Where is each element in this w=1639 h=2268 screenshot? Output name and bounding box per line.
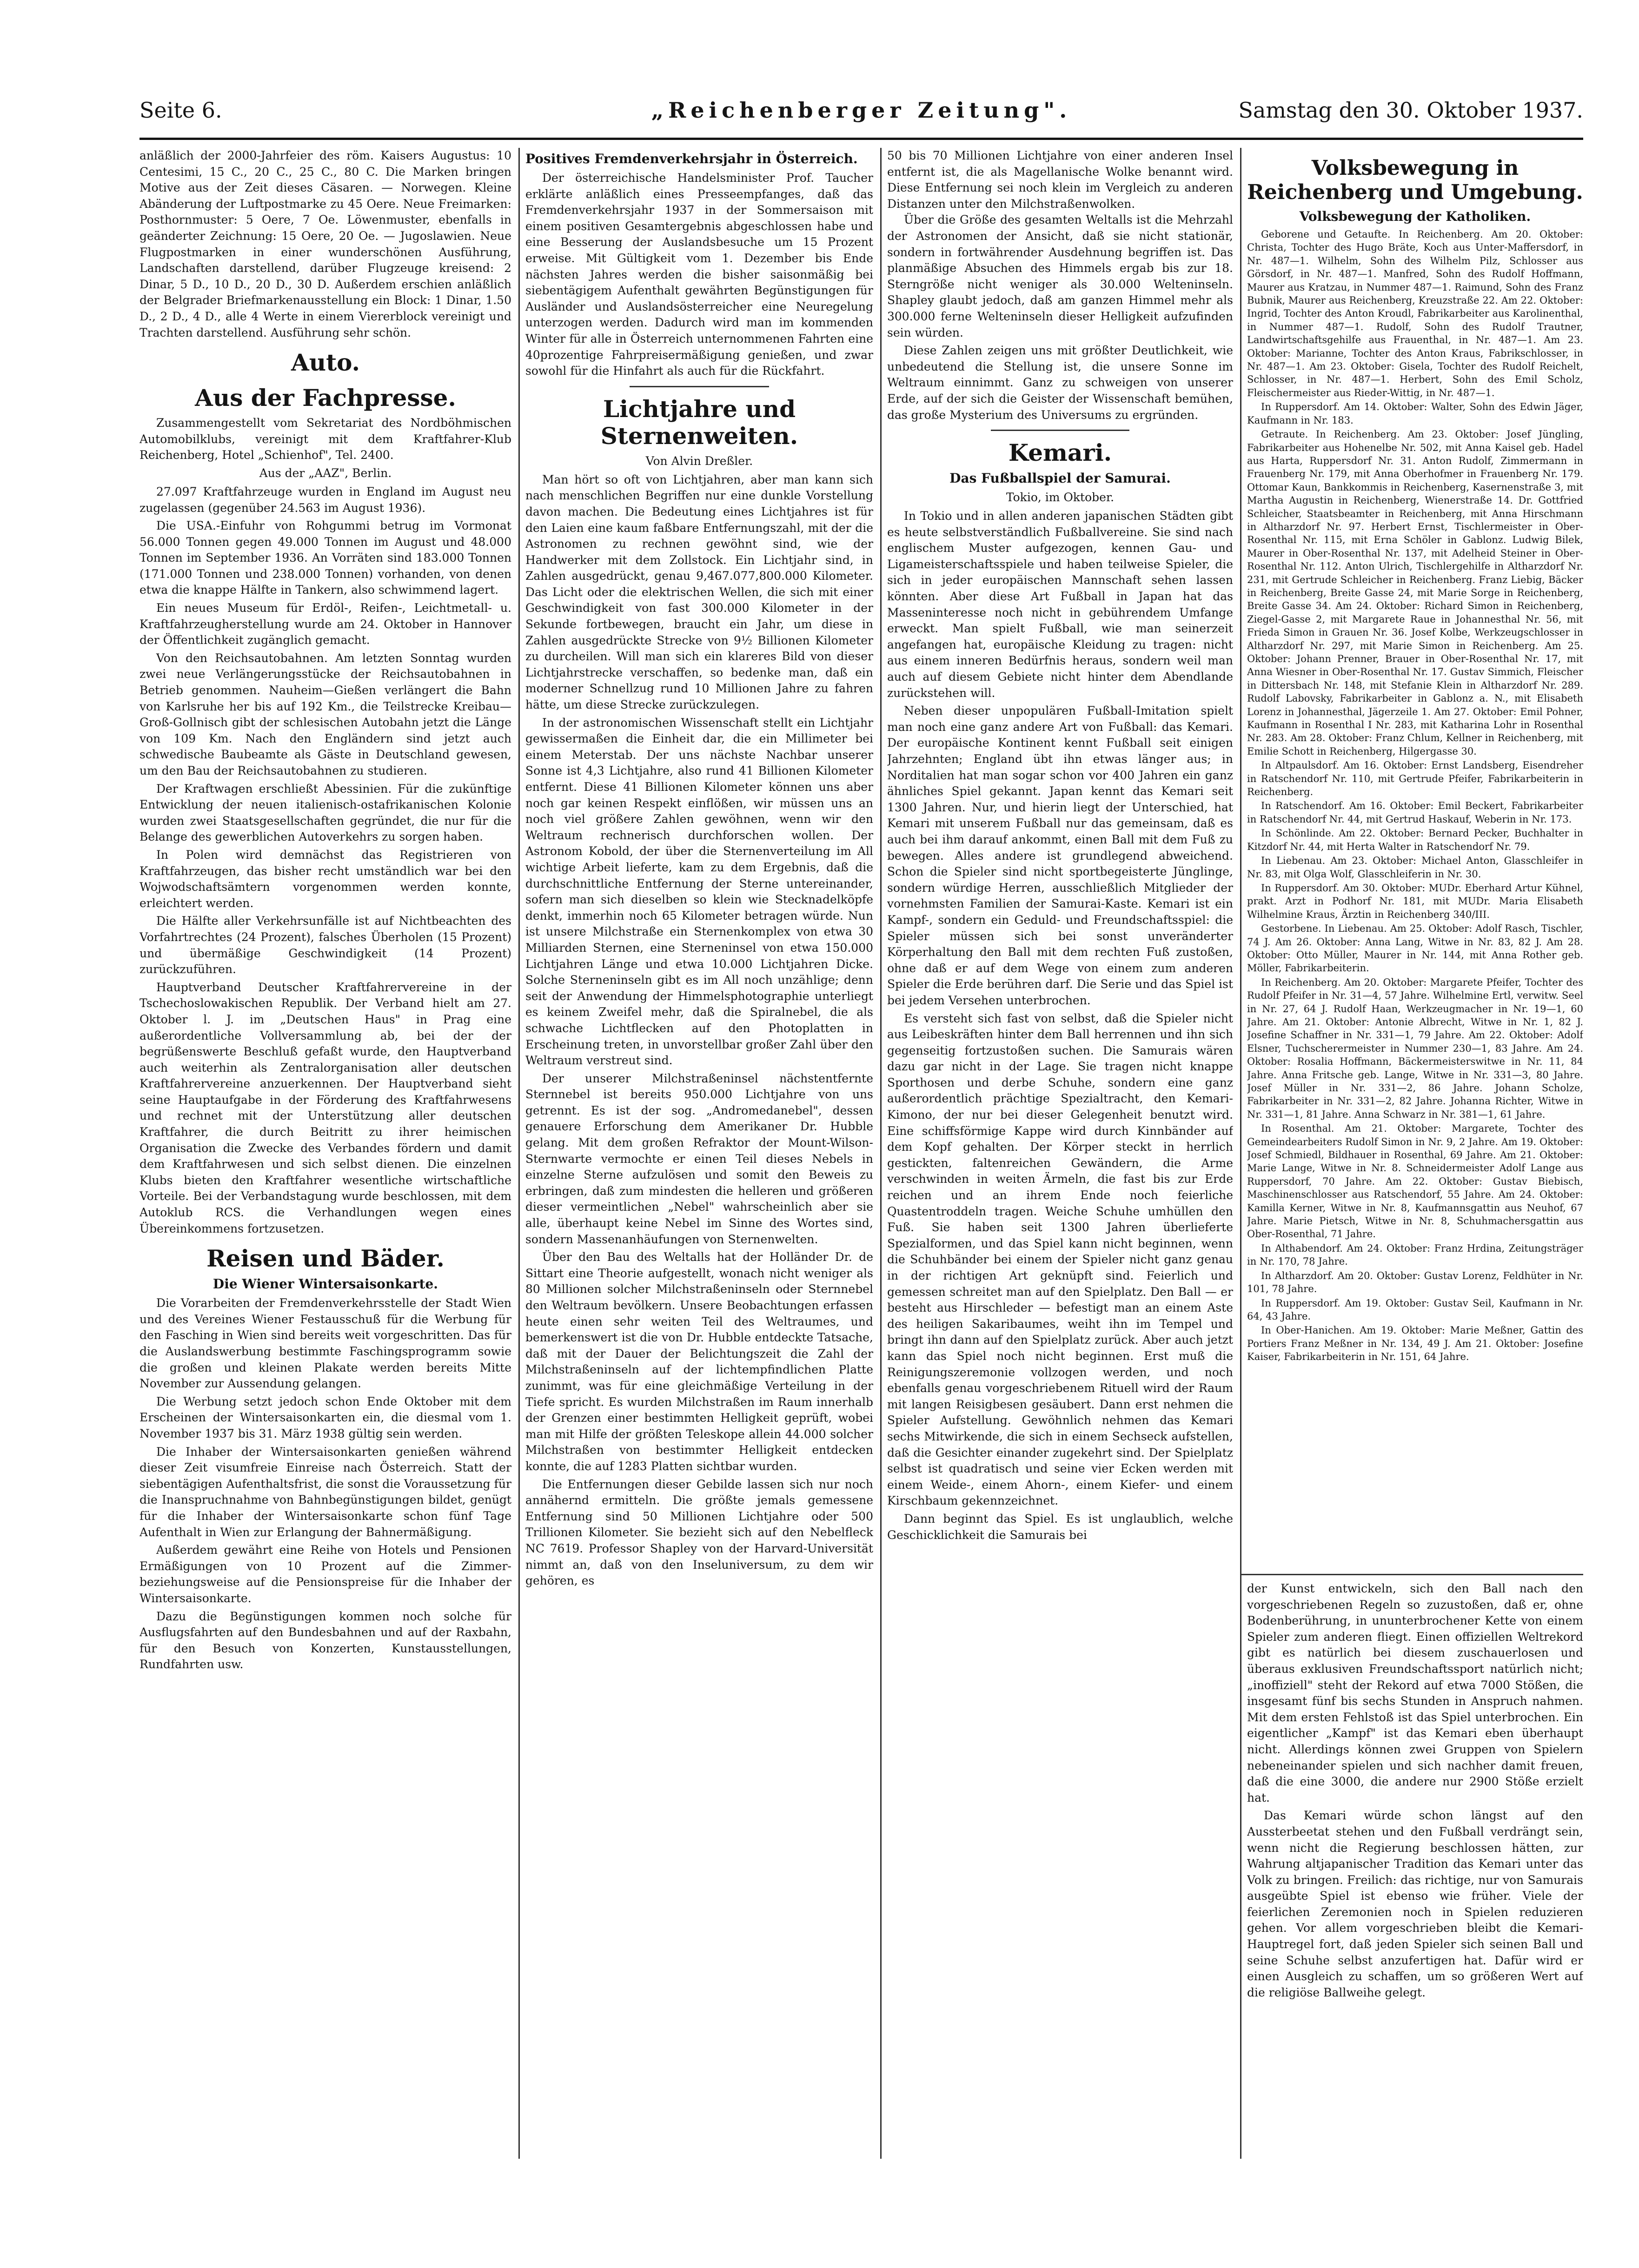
article-paragraph: Über den Bau des Weltalls hat der Holländer Dr. de Sittart eine Theorie aufgestellt, wonach nicht weniger als 80 Millionen solcher Milchstraßeninseln oder Sternnebel den Weltraum bevölkern. Unsere Beobachtungen erfassen heute einen sehr weiten Teil des Weltraumes, und bemerkenswert ist die von Dr. Hubble entdeckte Tatsache, daß mit der Dauer der Belichtungszeit die Zahl der Milchstraßeninseln auf der lichtempfindlichen Platte zunimmt, was für eine gleichmäßige Verteilung in der Tiefe spricht. Es wurden Milchstraßen im Raum innerhalb der Grenzen einer bestimmten Helligkeit geprüft, wobei man mit Hilfe der größten Teleskope allein 44.000 solcher Milchstraßen von bestimmter Helligkeit entdecken konnte, die auf 1283 Platten sichtbar wurden.	[525, 1250, 873, 1473]
column-2	[525, 148, 873, 2159]
travel-subtitle: Die Wiener Wintersaisonkarte.	[212, 1276, 438, 1292]
registry-entry: In Rosenthal. Am 21. Oktober: Margarete, Tochter des Gemeindearbeiters Rudolf Simon in Nr. 9, 2 Jahre. Am 19. Oktober: Josef Schmiedl, Bildhauer in Rosenthal, 69 Jahre. Am 21. Oktober: Marie Lange, Witwe in Nr. 8. Schneidermeister Adolf Lange aus Ruppersdorf, 70 Jahre. Am 22. Oktober: Gustav Biebisch, Maschinenschlosser aus Ratschendorf, 55 Jahre. Am 24. Oktober: Kamilla Kerner, Witwe in Nr. 8, Kaufmannsgattin aus Neuhof, 67 Jahre. Marie Pietsch, Witwe in Nr. 8, Schuhmachersgattin aus Ober-Rosenthal, 71 Jahre.	[1247, 1123, 1583, 1240]
registry-entry: In Ober-Hanichen. Am 19. Oktober: Marie Meßner, Gattin des Portiers Franz Meßner in Nr. 134, 49 J. Am 21. Oktober: Josefine Kaiser, Fabrikarbeiterin in Nr. 151, 64 Jahre.	[1247, 1325, 1583, 1363]
press-source: Aus der „AAZ", Berlin.	[259, 466, 392, 480]
article-paragraph: Hauptverband Deutscher Kraftfahrervereine in der Tschechoslowakischen Republik. Der Verband hielt am 27. Oktober l. J. im „Deutschen Haus" in Prag eine außerordentliche Vollversammlung ab, bei der der begrüßenswerte Beschluß gefaßt wurde, den Hauptverband auch weiterhin als Zentralorganisation aller deutschen Kraftfahrervereine anzuerkennen. Der Hauptverband sieht seine Hauptaufgabe in der Förderung des Kraftfahrwesens und rechnet mit der Unterstützung aller deutschen Kraftfahrer, die durch Beitritt zu ihrer heimischen Organisation die Zwecke des Verbandes fördern und damit dem Kraftfahrwesen und sich selbst dienen. Die einzelnen Klubs bieten den Kraftfahrer wesentliche wirtschaftliche Vorteile. Bei der Verbandstagung wurde beschlossen, mit dem Autoklub RCS. die Verhandlungen wegen eines Übereinkommens fortzusetzen.	[139, 980, 511, 1235]
article-paragraph: Diese Zahlen zeigen uns mit größter Deutlichkeit, wie unbedeutend die Stellung ist, die unsere Sonne im Weltraum einnimmt. Ganz zu schweigen von unserer Erde, auf der sich die Geister der Wissenschaft bemühen, das große Mysterium des Universums zu ergründen.	[887, 344, 1233, 422]
article-paragraph: Man hört so oft von Lichtjahren, aber man kann sich nach menschlichen Begriffen nur eine dunkle Vorstellung davon machen. Die Bedeutung eines Lichtjahres ist für den Laien eine kaum faßbare Entfernungszahl, mit der die Astronomen zu rechnen gewöhnt sind, wie der Handwerker mit dem Zollstock. Ein Lichtjahr sind, in Zahlen ausgedrückt, genau 9,467.077,800.000 Kilometer. Das Licht oder die elektrischen Wellen, die sich mit einer Geschwindigkeit von fast 300.000 Kilometer in der Sekunde fortbewegen, braucht ein Jahr, um diese in Zahlen ausgedrückte Strecke von 9½ Billionen Kilometer zu durcheilen. Will man sich ein klareres Bild von dieser Lichtjahrstrecke verschaffen, so bedenke man, daß ein moderner Schnellzug rund 10 Millionen Jahre zu fahren hätte, um diese Strecke zurückzulegen.	[525, 472, 873, 712]
registry-entry: Geborene und Getaufte. In Reichenberg. Am 20. Oktober: Christa, Tochter des Hugo Bräte, Koch aus Unter-Maffersdorf, in Nr. 487—1. Wilhelm, Sohn des Wilhelm Pilz, Schlosser aus Görsdorf, in Nr. 487—1. Manfred, Sohn des Rudolf Hoffmann, Maurer aus Kratzau, in Nummer 487—1. Raimund, Sohn des Franz Bubnik, Maurer aus Reichenberg, Kreuzstraße 22. Am 22. Oktober: Ingrid, Tochter des Anton Kroudl, Fabrikarbeiter aus Karolinenthal, in Nummer 487—1. Rudolf, Sohn des Rudolf Trautner, Landwirtschaftsgehilfe aus Frauenthal, in Nr. 487—1. Am 23. Oktober: Marianne, Tochter des Anton Kraus, Fabrikschlosser, in Nr. 487—1. Am 23. Oktober: Gisela, Tochter des Rudolf Reichelt, Schlosser, in Nr. 487—1. Herbert, Sohn des Emil Scholz, Fleischermeister aus Rieder-Wittig, in Nr. 487—1.	[1247, 229, 1583, 398]
stamps-text: anläßlich der 2000-Jahrfeier des röm. Kaisers Augustus: 10 Centesimi, 15 C., 20 C., 25 C., 80 C. Die Marken bringen Motive aus der Zeit dieses Cäsaren. — Norwegen. Kleine Abänderung der Luftpostmarke zu 45 Oere. Neue Freimarken: Posthornmuster: 5 Oere, 7 Oe. Löwenmuster, ebenfalls in geänderter Zeichnung: 15 Oere, 20 Oe. — Jugoslawien. Neue Flugpostmarken in einer wunderschönen Ausführung, Landschaften darstellend, darüber Flugzeuge kreisend: 2 Dinar, 5 D., 10 D., 20 D., 30 D. Außerdem erschien anläßlich der Belgrader Briefmarkenausstellung ein Block: 1 Dinar, 1.50 D., 2 D., 4 D., alle 4 Werte in einem Viererblock vereinigt und Trachten darstellend. Ausführung sehr schön.	[139, 149, 511, 339]
registry-subtitle: Volksbewegung der Katholiken.	[1299, 209, 1531, 224]
column-4-registry	[1247, 148, 1583, 1571]
article-paragraph: Dann beginnt das Spiel. Es ist unglaublich, welche Geschicklichkeit die Samurais bei	[887, 1512, 1233, 1542]
page-number: Seite 6.	[139, 98, 222, 123]
article-paragraph: Von den Reichsautobahnen. Am letzten Sonntag wurden zwei neue Verlängerungsstücke der Reichsautobahnen in Betrieb genommen. Nauheim—Gießen verlängert die Bahn von Karlsruhe her bis auf 192 Km., die Teilstrecke Kreibau—Groß-Gollnisch gibt der schlesischen Autobahn jetzt die Länge von 109 Km. Nach den Engländern sind jetzt auch schwedische Baubeamte als Gäste in Deutschland gewesen, um den Bau der Reichsautobahnen zu studieren.	[139, 651, 511, 777]
article-paragraph: Über die Größe des gesamten Weltalls ist die Mehrzahl der Astronomen der Ansicht, daß sie nicht stationär, sondern in fortwährender Ausdehnung begriffen ist. Das planmäßige Absuchen des Himmels ergab bis zur 18. Sterngröße nicht weniger als 30.000 Welteninseln. Shapley glaubt jedoch, daß am ganzen Himmel mehr als 300.000 ferne Welteninseln dieser Helligkeit aufzufinden sein würden.	[887, 213, 1233, 339]
registry-entry: In Althabendorf. Am 24. Oktober: Franz Hrdina, Zeitungsträger in Nr. 170, 78 Jahre.	[1247, 1242, 1583, 1267]
header-rule	[139, 138, 1583, 140]
article-paragraph: In Tokio und in allen anderen japanischen Städten gibt es heute selbstverständlich Fußballvereine. Sie sind nach englischem Muster aufgezogen, kennen Gau- und Ligameisterschaftsspiele und haben teilweise Spieler, die sich in jeder europäischen Mannschaft sehen lassen könnten. Aber diese Art Fußball in Japan hat das Masseninteresse noch nicht in gebührendem Umfange erweckt. Man spielt Fußball, wie man seinerzeit angefangen hat, europäische Kleidung zu tragen: nicht aus einem inneren Bedürfnis heraus, sondern weil man auch auf diesem Gebiete nicht hinter dem Abendlande zurückstehen will.	[887, 509, 1233, 700]
registry-entry: In Altpaulsdorf. Am 16. Oktober: Ernst Landsberg, Eisendreher in Ratschendorf Nr. 110, mit Gertrude Pfeifer, Fabrikarbeiterin in Reichenberg.	[1247, 760, 1583, 798]
article-author: Von Alvin Dreßler.	[645, 454, 753, 468]
article-paragraph: Der österreichische Handelsminister Prof. Taucher erklärte anläßlich eines Presseempfanges, daß das Fremdenverkehrsjahr 1937 in der Sommersaison mit einem positiven Gesamtergebnis abgeschlossen habe und eine Besserung der Auslandsbesuche um 15 Prozent erweise. Mit Gültigkeit vom 1. Dezember bis Ende nächsten Jahres werden die bisher saisonmäßig bei siebentägigem Aufenthalt gewährten Begünstigungen für Ausländer und Auslandsösterreicher eine Neuregelung unterzogen werden. Dadurch wird man im kommenden Winter für alle in Österreich unternommenen Fahrten eine 40prozentige Fahrpreisermäßigung genießen, und zwar sowohl für die Hinfahrt als auch für die Rückfahrt.	[525, 171, 873, 378]
press-intro: Zusammengestellt vom Sekretariat des Nordböhmischen Automobilklubs, vereinigt mit dem Kraftfahrer-Klub Reichenberg, Hotel „Schienhof", Tel. 2400.	[139, 416, 511, 462]
article-paragraph: Die Entfernungen dieser Gebilde lassen sich nur noch annähernd ermitteln. Die größte jemals gemessene Entfernung sind 50 Millionen Lichtjahre oder 500 Trillionen Kilometer. Sie bezieht sich auf den Nebelfleck NC 7619. Professor Shapley von der Harvard-Universität nimmt an, daß von den Inseluniversum, zu dem wir gehören, es	[525, 1477, 873, 1588]
registry-entry: In Ruppersdorf. Am 14. Oktober: Walter, Sohn des Edwin Jäger, Kaufmann in Nr. 183.	[1247, 401, 1583, 426]
article-paragraph: In der astronomischen Wissenschaft stellt ein Lichtjahr gewissermaßen die Einheit dar, die ein Millimeter bei einem Meterstab. Der uns nächste Nachbar unserer Sonne ist 4,3 Lichtjahre, also rund 41 Billionen Kilometer entfernt. Diese 41 Billionen Kilometer können uns aber noch gar keinen Respekt einflößen, wir müssen uns an noch viel größere Zahlen gewöhnen, wenn wir den Weltraum rechnerisch durchforschen wollen. Der Astronom Kobold, der über die Sternenverteilung im All wichtige Arbeit lieferte, kam zu dem Ergebnis, daß die durchschnittliche Entfernung der Sterne untereinander, sofern man sich dieselben so klein wie Stecknadelköpfe denkt, immerhin noch 65 Kilometer betragen würde. Nun ist unsere Milchstraße ein Sternenkomplex von etwa 30 Milliarden Sternen, eine Sterneninsel von etwa 150.000 Lichtjahren Länge und etwa 10.000 Lichtjahren Dicke. Solche Sterneninseln gibt es im All noch unzählige; denn seit der Anwendung der Himmelsphotographie unterliegt es keinem Zweifel mehr, daß die Spiralnebel, die als schwache Lichtflecken auf den Photoplatten in Erscheinung treten, in unvorstellbar großer Zahl über den Weltraum verstreut sind.	[525, 716, 873, 1068]
column-divider-2	[880, 148, 882, 2159]
article-paragraph: Die USA.-Einfuhr von Rohgummi betrug im Vormonat 56.000 Tonnen gegen 49.000 Tonnen im August und 48.000 Tonnen im September 1936. An Vorräten sind 183.000 Tonnen (171.000 Tonnen und 238.000 Tonnen) vorhanden, von denen etwa die knappe Hälfte in Tankern, also schwimmend lagert.	[139, 519, 511, 597]
press-section-title: Aus der Fachpresse.	[195, 384, 456, 412]
article-paragraph: Die Hälfte aller Verkehrsunfälle ist auf Nichtbeachten des Vorfahrtrechtes (24 Prozent), falsches Überholen (15 Prozent) und übermäßige Geschwindigkeit (14 Prozent) zurückzuführen.	[139, 914, 511, 976]
article-paragraph: Der Kraftwagen erschließt Abessinien. Für die zukünftige Entwicklung der neuen italienisch-ostafrikanischen Kolonie wurden zwei Staatsgesellschaften gegründet, die nur für die Belange des gewerblichen Autoverkehrs zu sorgen haben.	[139, 782, 511, 844]
separator	[991, 430, 1129, 431]
article-paragraph: Das Kemari würde schon längst auf den Aussterbeetat stehen und den Fußball verdrängt sein, wenn nicht die Regierung beschlossen hätten, zur Wahrung altjapanischer Tradition das Kemari unter das Volk zu bringen. Freilich: das richtige, nur von Samurais ausgeübte Spiel ist ebenso wie früher. Viele der feierlichen Zeremonien noch in Spielen reduzieren gehen. Vor allem vorgeschrieben bleibt die Kemari-Hauptregel fort, daß jeden Spieler sich seinen Ball und seine Schuhe selbst anzufertigen hat. Dafür wird er einen Ausgleich zu schaffen, um so größeren Wert auf die religiöse Ballweihe gelegt.	[1247, 1809, 1583, 1999]
article-paragraph: Es versteht sich fast von selbst, daß die Spieler nicht aus Leibeskräften hinter dem Ball herrennen und ihn sich gegenseitig fortzustoßen suchen. Die Samurais wären dazu gar nicht in der Lage. Sie tragen nicht knappe Sporthosen und derbe Schuhe, sondern eine ganz außerordentlich prächtige Spezialtracht, den Kemari-Kimono, der nur bei dieser Gelegenheit benutzt wird. Eine schiffsförmige Kappe wird durch Kinnbänder auf dem Kopf gehalten. Der Körper steckt in herrlich gestickten, faltenreichen Gewändern, die Arme verschwinden in weiten Ärmeln, die fast bis zur Erde reichen und an ihrem Ende noch feierliche Quastentroddeln tragen. Weiche Schuhe umhüllen den Fuß. Sie haben seit 1300 Jahren überlieferte Spezialformen, und das Spiel kann nicht beginnen, wenn die Schuhbänder bei einem der Spieler nicht ganz genau in der richtigen Art geknüpft sind. Feierlich und gemessen schreitet man auf den Spielplatz. Den Ball — er besteht aus Hirschleder — befestigt man an einem Aste des heiligen Sakaribaumes, weiht ihn im Tempel und bringt ihn dann auf den Spielplatz zurück. Aber auch jetzt kann das Spiel noch nicht beginnen. Erst muß die Reinigungszeremonie vollzogen werden, und noch ebenfalls genau vorgeschriebenem Rituell wird der Raum mit langen Reisigbesen gesäubert. Dann erst nehmen die Spieler Aufstellung. Gewöhnlich nehmen das Kemari sechs Mitwirkende, die sich in einem Sechseck aufstellen, daß die Gesichter einander zugekehrt sind. Der Spielplatz selbst ist quadratisch und seine vier Ecken werden mit einem Weide-, einem Ahorn-, einem Kiefer- und einem Kirschbaum gekennzeichnet.	[887, 1011, 1233, 1508]
kemari-title: Kemari.	[1008, 439, 1112, 467]
auto-section-title: Auto.	[291, 349, 360, 377]
tourism-heading: Positives Fremdenverkehrsjahr in Österreich.	[525, 151, 858, 166]
article-paragraph: der Kunst entwickeln, sich den Ball nach den vorgeschriebenen Regeln so zuzustoßen, daß er, ohne Bodenberührung, in ununterbrochener Kette von einem Spieler zum anderen fliegt. Einen offiziellen Weltrekord gibt es natürlich bei diesem zuschauerlosen und überaus exklusiven Freundschaftssport natürlich nicht; „inoffiziell" steht der Rekord auf etwa 7000 Stößen, die insgesamt fünf bis sechs Stunden in Anspruch nahmen. Mit dem ersten Fehlstoß ist das Spiel unterbrochen. Ein eigentlicher „Kampf" ist das Kemari eben überhaupt nicht. Allerdings können zwei Gruppen von Spielern nebeneinander spielen und sich nachher damit freuen, daß die eine 3000, die andere nur 2900 Stöße erzielt hat.	[1247, 1582, 1583, 1804]
newspaper-title: „Reichenberger Zeitung".	[651, 98, 1072, 123]
column-3	[887, 148, 1233, 2159]
registry-title: Volksbewegung in Reichenberg und Umgebung.	[1247, 156, 1583, 204]
article-paragraph: Ein neues Museum für Erdöl-, Reifen-, Leichtmetall- u. Kraftfahrzeugherstellung wurde am 24. Oktober in Hannover der Öffentlichkeit zugänglich gemacht.	[139, 601, 511, 647]
article-paragraph: Außerdem gewährt eine Reihe von Hotels und Pensionen Ermäßigungen von 10 Prozent auf die Zimmer- beziehungsweise auf die Pensionspreise für die Inhaber der Wintersaisonkarte.	[139, 1543, 511, 1605]
page-header	[139, 98, 1583, 130]
registry-entry: In Ruppersdorf. Am 19. Oktober: Gustav Seil, Kaufmann in Nr. 64, 43 Jahre.	[1247, 1297, 1583, 1322]
article-paragraph: Neben dieser unpopulären Fußball-Imitation spielt man noch eine ganz andere Art von Fußball: das Kemari. Der europäische Kontinent kennt Fußball seit einigen Jahrzehnten; England übt ihn etwas länger aus; in Norditalien hat man sogar schon vor 400 Jahren ein ganz ähnliches Spiel gekannt. Japan kennt das Kemari seit 1300 Jahren. Nur, und hierin liegt der Unterschied, hat Kemari mit unserem Fußball nur das gemeinsam, daß es auch bei ihm darauf ankommt, einen Ball mit dem Fuß zu bewegen. Alles andere ist grundlegend abweichend. Schon die Spieler sind nicht sportbegeisterte Jünglinge, sondern würdige Herren, ausschließlich Mitglieder der vornehmsten Familien der Samurai-Kaste. Kemari ist ein Kampf-, sondern ein Geduld- und Freundschaftsspiel: die Spieler müssen sich bei sonst unveränderter Körperhaltung den Ball mit dem rechten Fuß zustoßen, ohne daß er auf dem Wege von einem zum anderen Spieler die Erde berühren darf. Die Serie und das Spiel ist bei jedem Versehen unterbrochen.	[887, 704, 1233, 1007]
column-divider-1	[518, 148, 520, 2159]
article-dateline: Tokio, im Oktober.	[1006, 491, 1115, 504]
column-4-kemari-continuation	[1247, 1581, 1583, 2157]
column-1	[139, 148, 511, 2159]
separator	[630, 386, 769, 387]
article-paragraph: Dazu die Begünstigungen kommen noch solche für Ausflugsfahrten auf den Bundesbahnen und auf der Raxbahn, für den Besuch von Konzerten, Kunstausstellungen, Rundfahrten usw.	[139, 1609, 511, 1671]
article-paragraph: Die Inhaber der Wintersaisonkarten genießen während dieser Zeit visumfreie Einreise nach Österreich. Statt der siebentägigen Aufenthaltsfrist, die sonst die Voraussetzung für die Inanspruchnahme von Bahnbegünstigungen bildet, genügt für die Inhaber der Wintersaisonkarte schon fünf Tage Aufenthalt in Wien zur Erlangung der Bahnermäßigung.	[139, 1445, 511, 1539]
registry-entry: In Reichenberg. Am 20. Oktober: Margarete Pfeifer, Tochter des Rudolf Pfeifer in Nr. 31—4, 57 Jahre. Wilhelmine Ertl, verwitw. Seel in Nr. 27, 64 J. Rudolf Haan, Werkzeugmacher in Nr. 19—1, 60 Jahre. Am 21. Oktober: Antonie Albrecht, Witwe in Nr. 1, 82 J. Josefine Schaffner in Nr. 331—1, 79 Jahre. Am 22. Oktober: Adolf Elsner, Tuchscherermeister in Nummer 230—1, 83 Jahre. Am 24. Oktober: Rosalia Hoffmann, Bäckermeisterswitwe in Nr. 11, 84 Jahre. Anna Fritsche geb. Lange, Witwe in Nr. 331—3, 80 Jahre. Josef Müller in Nr. 331—2, 86 Jahre. Johann Scholze, Fabrikarbeiter in Nr. 331—2, 82 Jahre. Johanna Richter, Witwe in Nr. 331—1, 81 Jahre. Anna Schwarz in Nr. 381—1, 61 Jahre.	[1247, 976, 1583, 1120]
article-paragraph: 27.097 Kraftfahrzeuge wurden in England im August neu zugelassen (gegenüber 24.563 im August 1936).	[139, 484, 511, 515]
column-divider-3	[1240, 148, 1241, 2159]
kemari-subtitle: Das Fußballspiel der Samurai.	[949, 471, 1171, 486]
registry-entry: In Schönlinde. Am 22. Oktober: Bernard Pecker, Buchhalter in Kitzdorf Nr. 44, mit Herta Walter in Ratschendorf Nr. 79.	[1247, 828, 1583, 852]
registry-entry: Getraute. In Reichenberg. Am 23. Oktober: Josef Jüngling, Fabrikarbeiter aus Hohenelbe Nr. 502, mit Anna Kaisel geb. Hadel aus Harta, Ruppersdorf Nr. 31. Anton Rudolf, Zimmermann in Frauenberg Nr. 179, mit Anna Oberhofmer in Frauenberg Nr. 179. Ottomar Kaun, Bankkommis in Reichenberg, Kasernenstraße 3, mit Martha Augustin in Reichenberg, Wienerstraße 14. Dr. Gottfried Schleicher, Staatsbeamter in Reichenberg, mit Anna Hirschmann in Altharzdorf Nr. 97. Herbert Ernst, Tischlermeister in Ober-Rosenthal Nr. 115, mit Erna Schöler in Gablonz. Ludwig Bilek, Maurer in Ober-Rosenthal Nr. 137, mit Adelheid Steiner in Ober-Rosenthal Nr. 112. Anton Ulrich, Tischlergehilfe in Altharzdorf Nr. 231, mit Gertrude Schleicher in Reichenberg. Franz Liebig, Bäcker in Reichenberg, Breite Gasse 24, mit Marie Sorge in Reichenberg, Breite Gasse 34. Am 24. Oktober: Richard Simon in Reichenberg, Ziegel-Gasse 2, mit Margarete Raue in Johannesthal Nr. 56, mit Frieda Simon in Grauen Nr. 36. Josef Kolbe, Werkzeugschlosser in Altharzdorf Nr. 297, mit Marie Simon in Reichenberg. Am 25. Oktober: Johann Prenner, Brauer in Ober-Rosenthal Nr. 17, mit Anna Wiesner in Ober-Rosenthal Nr. 17. Gustav Simmich, Fleischer in Dittersbach Nr. 148, mit Stefanie Klein in Altharzdorf Nr. 289. Rudolf Labovsky, Fabrikarbeiter in Gablonz a. N., mit Elisabeth Lorenz in Johannesthal, Jägerzeile 1. Am 27. Oktober: Emil Pohner, Kaufmann in Rosenthal I Nr. 283, mit Katharina Lohr in Rosenthal Nr. 283. Am 28. Oktober: Franz Chlum, Kellner in Reichenberg, mit Emilie Schott in Reichenberg, Hilgergasse 30.	[1247, 429, 1583, 757]
registry-entry: In Liebenau. Am 23. Oktober: Michael Anton, Glasschleifer in Nr. 83, mit Olga Wolf, Glasschleiferin in Nr. 30.	[1247, 855, 1583, 880]
article-paragraph: Die Werbung setzt jedoch schon Ende Oktober mit dem Erscheinen der Wintersaisonkarten ein, die diesmal vom 1. November 1937 bis 31. März 1938 gültig sein werden.	[139, 1394, 511, 1440]
registry-entry: In Ruppersdorf. Am 30. Oktober: MUDr. Eberhard Artur Kühnel, prakt. Arzt in Podhorf Nr. 181, mit MUDr. Maria Elisabeth Wilhelmine Kraus, Ärztin in Reichenberg 340/III.	[1247, 882, 1583, 920]
article-continuation: 50 bis 70 Millionen Lichtjahre von einer anderen Insel entfernt ist, die als Magellanische Wolke benannt wird. Diese Entfernung sei noch klein im Vergleich zu anderen Distanzen unter den Milchstraßenwolken.	[887, 149, 1233, 211]
registry-entry: In Ratschendorf. Am 16. Oktober: Emil Beckert, Fabrikarbeiter in Ratschendorf Nr. 44, mit Gertrud Haskauf, Weberin in Nr. 173.	[1247, 800, 1583, 825]
article-paragraph: In Polen wird demnächst das Registrieren von Kraftfahrzeugen, das bisher recht umständlich war bei den Wojwodschaftsämtern vorgenommen werden konnte, erleichtert werden.	[139, 848, 511, 910]
travel-section-title: Reisen und Bäder.	[206, 1245, 445, 1273]
registry-entry: In Altharzdorf. Am 20. Oktober: Gustav Lorenz, Feldhüter in Nr. 101, 78 Jahre.	[1247, 1270, 1583, 1295]
registry-entry: Gestorbene. In Liebenau. Am 25. Oktober: Adolf Rasch, Tischler, 74 J. Am 26. Oktober: Anna Lang, Witwe in Nr. 83, 82 J. Am 28. Oktober: Otto Müller, Maurer in Nr. 144, mit Anna Rother geb. Möller, Fabrikarbeiterin.	[1247, 923, 1583, 974]
column4-rule	[1240, 1574, 1583, 1575]
lightyears-title: Lichtjahre und Sternenweiten.	[600, 395, 798, 450]
article-paragraph: Der unserer Milchstraßeninsel nächstentfernte Sternnebel ist bereits 950.000 Lichtjahre von uns getrennt. Es ist der sog. „Andromedanebel", dessen genauere Erforschung dem Amerikaner Dr. Hubble gelang. Mit dem großen Refraktor der Mount-Wilson-Sternwarte vermochte er einen Teil dieses Nebels in einzelne Sterne aufzulösen und somit den Beweis zu erbringen, daß zum mindesten die helleren und größeren dieser vermeintlichen „Nebel" wahrscheinlich aber sie alle, überhaupt keine Nebel im Sinne des Wortes sind, sondern Massenanhäufungen von Sternenwelten.	[525, 1071, 873, 1246]
article-paragraph: Die Vorarbeiten der Fremdenverkehrsstelle der Stadt Wien und des Vereines Wiener Festausschuß für die Werbung für den Fasching in Wien sind bereits weit vorgeschritten. Das für die Auslandswerbung bestimmte Faschingsprogramm sowie die großen und kleinen Plakate werden bereits Mitte November zur Aussendung gelangen.	[139, 1296, 511, 1391]
issue-date: Samstag den 30. Oktober 1937.	[1238, 98, 1583, 123]
